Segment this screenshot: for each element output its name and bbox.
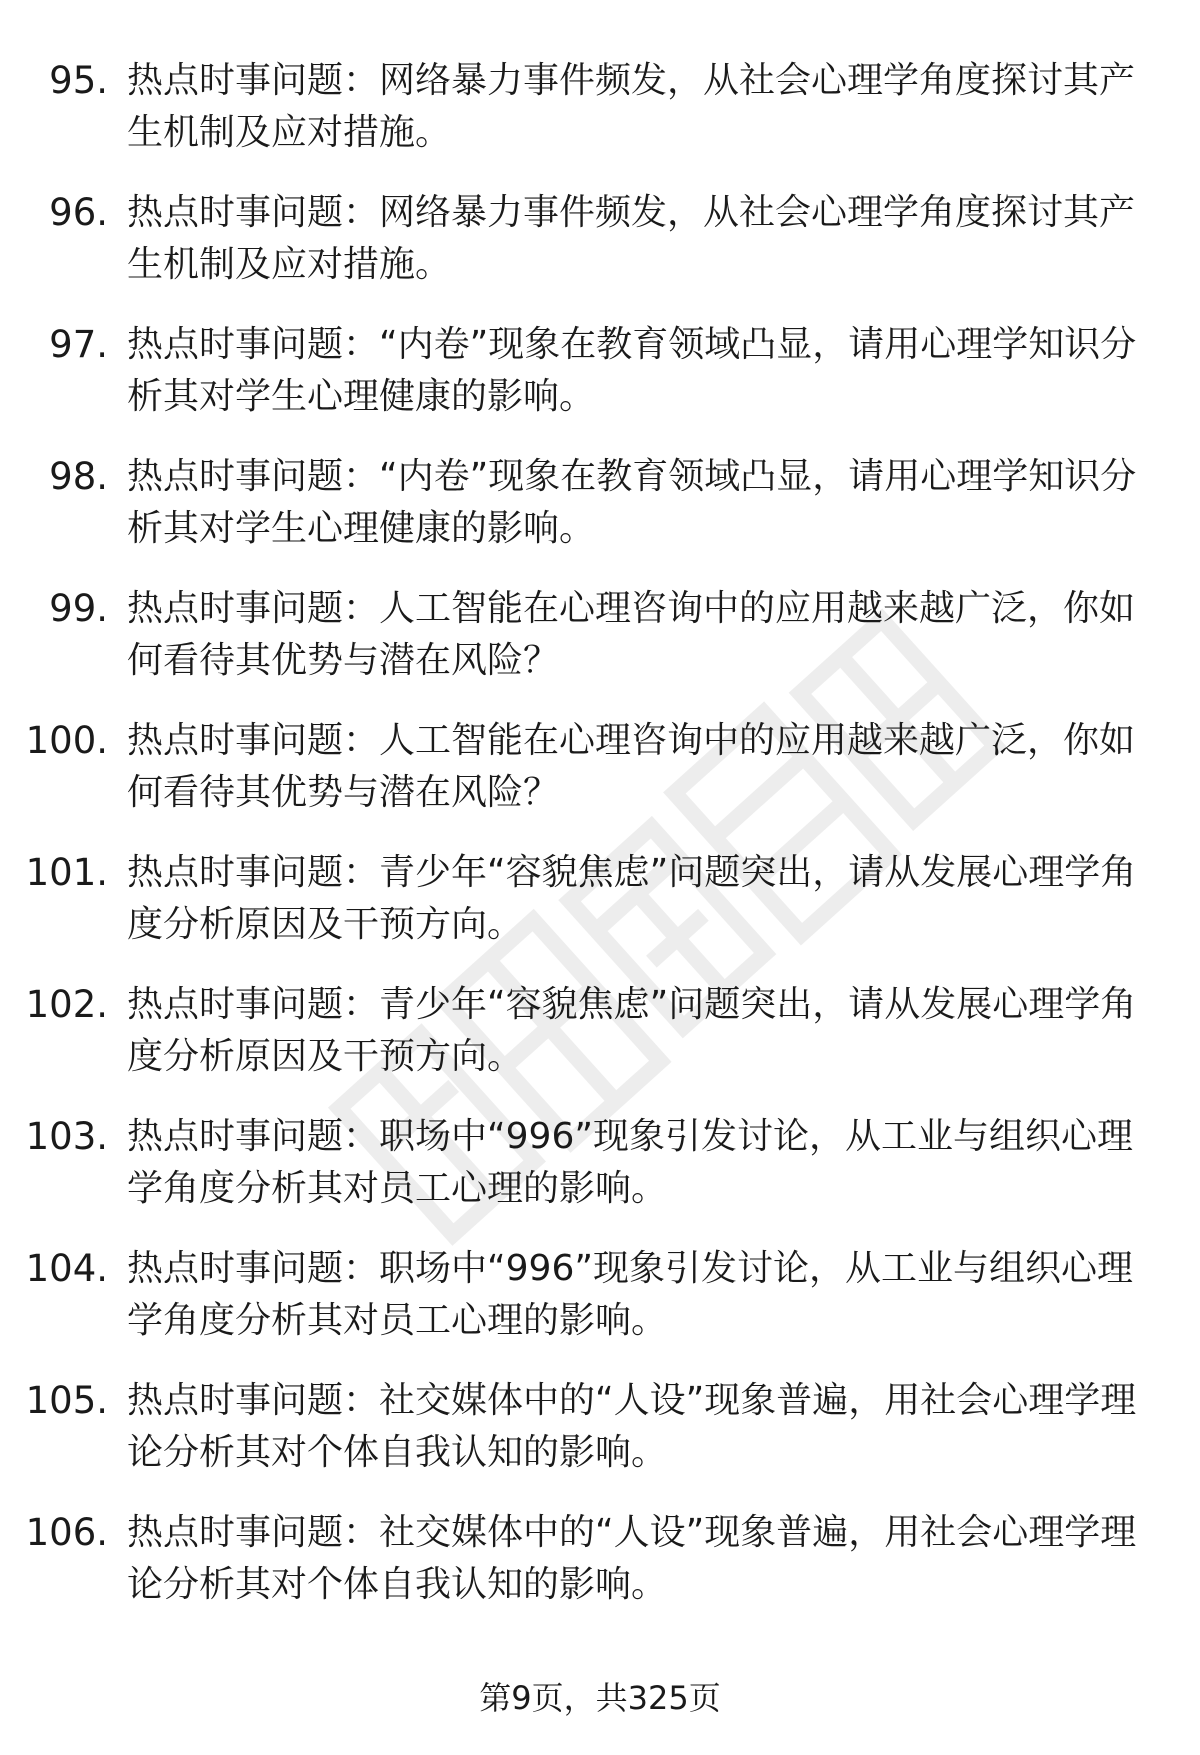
question-list (0, 55, 1200, 1639)
question-number: 98. (49, 455, 108, 498)
question-number: 103. (25, 1115, 108, 1158)
question-number: 104. (25, 1247, 108, 1290)
question-item (0, 319, 1200, 451)
question-number: 105. (25, 1379, 108, 1422)
question-number: 97. (49, 323, 108, 366)
question-text: 热点时事问题：社交媒体中的“人设”现象普遍，用社会心理学理论分析其对个体自我认知的影响。 (127, 1512, 1137, 1605)
question-item (0, 715, 1200, 847)
question-number: 100. (25, 719, 108, 762)
question-text: 热点时事问题：青少年“容貌焦虑”问题突出，请从发展心理学角度分析原因及干预方向。 (127, 984, 1137, 1077)
question-text: 热点时事问题：网络暴力事件频发，从社会心理学角度探讨其产生机制及应对措施。 (127, 192, 1136, 285)
question-item (0, 1111, 1200, 1243)
page-footer: 第9页，共325页 (479, 1679, 721, 1717)
question-number: 102. (25, 983, 108, 1026)
question-number: 96. (49, 191, 108, 234)
question-item (0, 847, 1200, 979)
question-text: 热点时事问题：“内卷”现象在教育领域凸显，请用心理学知识分析其对学生心理健康的影响。 (127, 324, 1137, 417)
question-text: 热点时事问题：人工智能在心理咨询中的应用越来越广泛，你如何看待其优势与潜在风险？ (127, 588, 1136, 681)
question-item (0, 55, 1200, 187)
question-item (0, 583, 1200, 715)
question-number: 101. (25, 851, 108, 894)
question-number: 95. (49, 59, 108, 102)
question-item (0, 1507, 1200, 1639)
question-item (0, 1243, 1200, 1375)
question-item (0, 187, 1200, 319)
question-text: 热点时事问题：网络暴力事件频发，从社会心理学角度探讨其产生机制及应对措施。 (127, 60, 1136, 153)
question-item (0, 979, 1200, 1111)
question-item (0, 451, 1200, 583)
question-number: 99. (49, 587, 108, 630)
question-item (0, 1375, 1200, 1507)
question-text: 热点时事问题：社交媒体中的“人设”现象普遍，用社会心理学理论分析其对个体自我认知的影响。 (127, 1380, 1137, 1473)
question-text: 热点时事问题：职场中“996”现象引发讨论，从工业与组织心理学角度分析其对员工心理的影响。 (127, 1116, 1134, 1209)
question-text: 热点时事问题：“内卷”现象在教育领域凸显，请用心理学知识分析其对学生心理健康的影响。 (127, 456, 1137, 549)
question-text: 热点时事问题：人工智能在心理咨询中的应用越来越广泛，你如何看待其优势与潜在风险？ (127, 720, 1136, 813)
question-text: 热点时事问题：青少年“容貌焦虑”问题突出，请从发展心理学角度分析原因及干预方向。 (127, 852, 1137, 945)
question-text: 热点时事问题：职场中“996”现象引发讨论，从工业与组织心理学角度分析其对员工心理的影响。 (127, 1248, 1134, 1341)
question-number: 106. (25, 1511, 108, 1554)
